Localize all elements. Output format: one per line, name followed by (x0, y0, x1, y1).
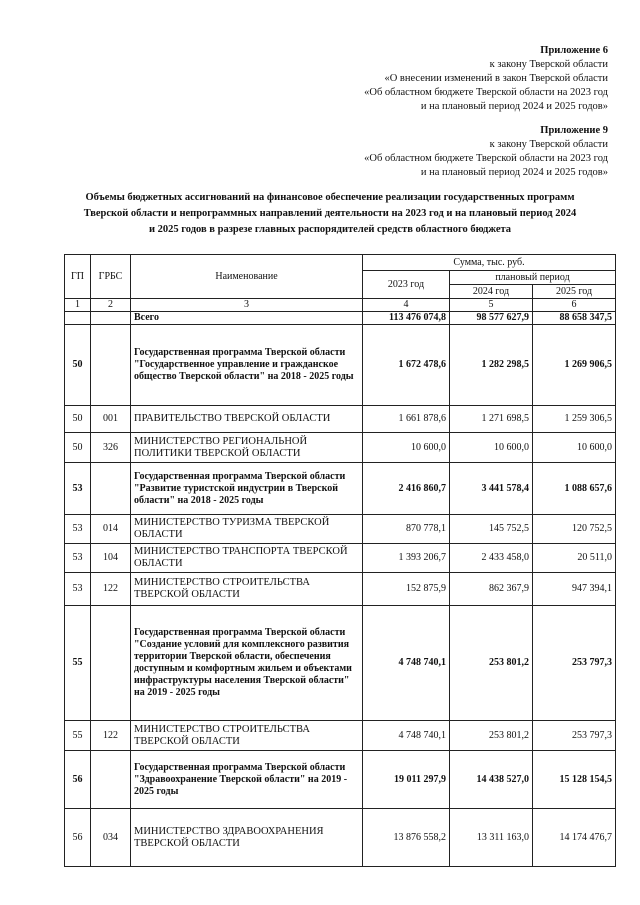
value-2025-cell: 1 088 657,6 (533, 463, 616, 515)
gp-cell: 50 (65, 406, 91, 433)
ministry-row (65, 515, 616, 544)
gp-cell: 53 (65, 515, 91, 544)
budget-table (64, 254, 616, 867)
ministry-row (65, 433, 616, 463)
program-row (65, 325, 616, 406)
col-number: 3 (131, 299, 363, 312)
value-2023-cell: 10 600,0 (363, 433, 450, 463)
name-cell: МИНИСТЕРСТВО ТУРИЗМА ТВЕРСКОЙ ОБЛАСТИ (131, 515, 363, 544)
name-cell: МИНИСТЕРСТВО ТРАНСПОРТА ТВЕРСКОЙ ОБЛАСТИ (131, 544, 363, 573)
header-2023: 2023 год (363, 271, 450, 299)
grbs-cell (91, 606, 131, 721)
appendix-9-line: к закону Тверской области (489, 139, 608, 150)
value-2025-cell: 20 511,0 (533, 544, 616, 573)
program-row (65, 463, 616, 515)
name-cell: Государственная программа Тверской области "Здравоохранение Тверской области" на 2019 - 2025 годы (131, 751, 363, 809)
value-2023-cell: 13 876 558,2 (363, 809, 450, 867)
header-planned-period: плановый период (450, 271, 616, 285)
name-cell: ПРАВИТЕЛЬСТВО ТВЕРСКОЙ ОБЛАСТИ (131, 406, 363, 433)
appendix-6-line: и на плановый период 2024 и 2025 годов» (420, 101, 608, 112)
grbs-cell: 104 (91, 544, 131, 573)
gp-cell (65, 312, 91, 325)
value-2023-cell: 152 875,9 (363, 573, 450, 606)
value-2025-cell: 1 259 306,5 (533, 406, 616, 433)
value-2024-cell: 862 367,9 (450, 573, 533, 606)
ministry-row (65, 573, 616, 606)
gp-cell: 53 (65, 544, 91, 573)
program-row (65, 751, 616, 809)
value-2024-cell: 2 433 458,0 (450, 544, 533, 573)
gp-cell: 50 (65, 325, 91, 406)
value-2024-cell: 1 271 698,5 (450, 406, 533, 433)
value-2024-cell: 10 600,0 (450, 433, 533, 463)
value-2024-cell: 253 801,2 (450, 721, 533, 751)
name-cell: Государственная программа Тверской области "Развитие туристской индустрии в Тверской области" на 2018 - 2025 годы (131, 463, 363, 515)
document-title-line: Объемы бюджетных ассигнований на финансовое обеспечение реализации государственных программ (85, 192, 575, 203)
appendix-6-line: к закону Тверской области (489, 59, 608, 70)
gp-cell: 55 (65, 721, 91, 751)
value-2025-cell: 253 797,3 (533, 606, 616, 721)
gp-cell: 56 (65, 751, 91, 809)
name-cell: Государственная программа Тверской области "Создание условий для комплексного развития территории Тверской области, обеспечения доступным и комфортным жильем и объектами инфраструктуры населения Тверской области" на 2019 - 2025 годы (131, 606, 363, 721)
value-2023-cell: 4 748 740,1 (363, 606, 450, 721)
value-2025-cell: 120 752,5 (533, 515, 616, 544)
value-2023-cell: 1 672 478,6 (363, 325, 450, 406)
value-2025-cell: 15 128 154,5 (533, 751, 616, 809)
col-number: 4 (363, 299, 450, 312)
appendix-6-header (364, 44, 608, 114)
name-cell: Государственная программа Тверской области "Государственное управление и гражданское общество Тверской области" на 2018 - 2025 годы (131, 325, 363, 406)
value-2025-cell: 947 394,1 (533, 573, 616, 606)
value-2023-cell: 1 661 878,6 (363, 406, 450, 433)
header-name: Наименование (131, 255, 363, 299)
col-number: 5 (450, 299, 533, 312)
total-row (65, 312, 616, 325)
name-cell: МИНИСТЕРСТВО СТРОИТЕЛЬСТВА ТВЕРСКОЙ ОБЛАСТИ (131, 721, 363, 751)
header-row (65, 255, 616, 271)
value-2024-cell: 98 577 627,9 (450, 312, 533, 325)
column-numbers-row (65, 299, 616, 312)
value-2024-cell: 145 752,5 (450, 515, 533, 544)
col-number: 1 (65, 299, 91, 312)
grbs-cell: 122 (91, 721, 131, 751)
value-2023-cell: 113 476 074,8 (363, 312, 450, 325)
value-2023-cell: 870 778,1 (363, 515, 450, 544)
value-2024-cell: 13 311 163,0 (450, 809, 533, 867)
grbs-cell (91, 325, 131, 406)
grbs-cell (91, 312, 131, 325)
grbs-cell: 326 (91, 433, 131, 463)
value-2024-cell: 1 282 298,5 (450, 325, 533, 406)
appendix-9-line: и на плановый период 2024 и 2025 годов» (420, 167, 608, 178)
name-cell: МИНИСТЕРСТВО РЕГИОНАЛЬНОЙ ПОЛИТИКИ ТВЕРСКОЙ ОБЛАСТИ (131, 433, 363, 463)
value-2024-cell: 3 441 578,4 (450, 463, 533, 515)
ministry-row (65, 544, 616, 573)
appendix-6-title: Приложение 6 (540, 45, 608, 56)
value-2023-cell: 19 011 297,9 (363, 751, 450, 809)
gp-cell: 50 (65, 433, 91, 463)
name-cell: МИНИСТЕРСТВО ЗДРАВООХРАНЕНИЯ ТВЕРСКОЙ ОБЛАСТИ (131, 809, 363, 867)
program-row (65, 606, 616, 721)
name-cell: МИНИСТЕРСТВО СТРОИТЕЛЬСТВА ТВЕРСКОЙ ОБЛАСТИ (131, 573, 363, 606)
document-title-line: и 2025 годов в разрезе главных распорядителей средств областного бюджета (148, 224, 512, 235)
value-2024-cell: 253 801,2 (450, 606, 533, 721)
appendix-9-title: Приложение 9 (540, 125, 608, 136)
header-grbs: ГРБС (91, 255, 131, 299)
value-2025-cell: 253 797,3 (533, 721, 616, 751)
gp-cell: 53 (65, 463, 91, 515)
value-2025-cell: 14 174 476,7 (533, 809, 616, 867)
appendix-6-line: «Об областном бюджете Тверской области на 2023 год (364, 87, 608, 98)
header-2025: 2025 год (533, 285, 616, 299)
header-2024: 2024 год (450, 285, 533, 299)
appendix-9-line: «Об областном бюджете Тверской области на 2023 год (364, 153, 608, 164)
ministry-row (65, 809, 616, 867)
grbs-cell (91, 751, 131, 809)
value-2023-cell: 4 748 740,1 (363, 721, 450, 751)
grbs-cell (91, 463, 131, 515)
grbs-cell: 014 (91, 515, 131, 544)
header-sum: Сумма, тыс. руб. (363, 255, 616, 271)
document-title-line: Тверской области и непрограммных направлений деятельности на 2023 год и на плановый период 2024 (83, 208, 577, 219)
value-2023-cell: 1 393 206,7 (363, 544, 450, 573)
document-title (60, 190, 600, 238)
ministry-row (65, 406, 616, 433)
appendix-6-line: «О внесении изменений в закон Тверской области (384, 73, 608, 84)
grbs-cell: 034 (91, 809, 131, 867)
gp-cell: 56 (65, 809, 91, 867)
value-2024-cell: 14 438 527,0 (450, 751, 533, 809)
col-number: 6 (533, 299, 616, 312)
value-2025-cell: 1 269 906,5 (533, 325, 616, 406)
gp-cell: 55 (65, 606, 91, 721)
col-number: 2 (91, 299, 131, 312)
grbs-cell: 122 (91, 573, 131, 606)
value-2025-cell: 10 600,0 (533, 433, 616, 463)
header-gp: ГП (65, 255, 91, 299)
ministry-row (65, 721, 616, 751)
value-2025-cell: 88 658 347,5 (533, 312, 616, 325)
gp-cell: 53 (65, 573, 91, 606)
name-cell: Всего (131, 312, 363, 325)
appendix-9-header (364, 124, 608, 180)
grbs-cell: 001 (91, 406, 131, 433)
value-2023-cell: 2 416 860,7 (363, 463, 450, 515)
